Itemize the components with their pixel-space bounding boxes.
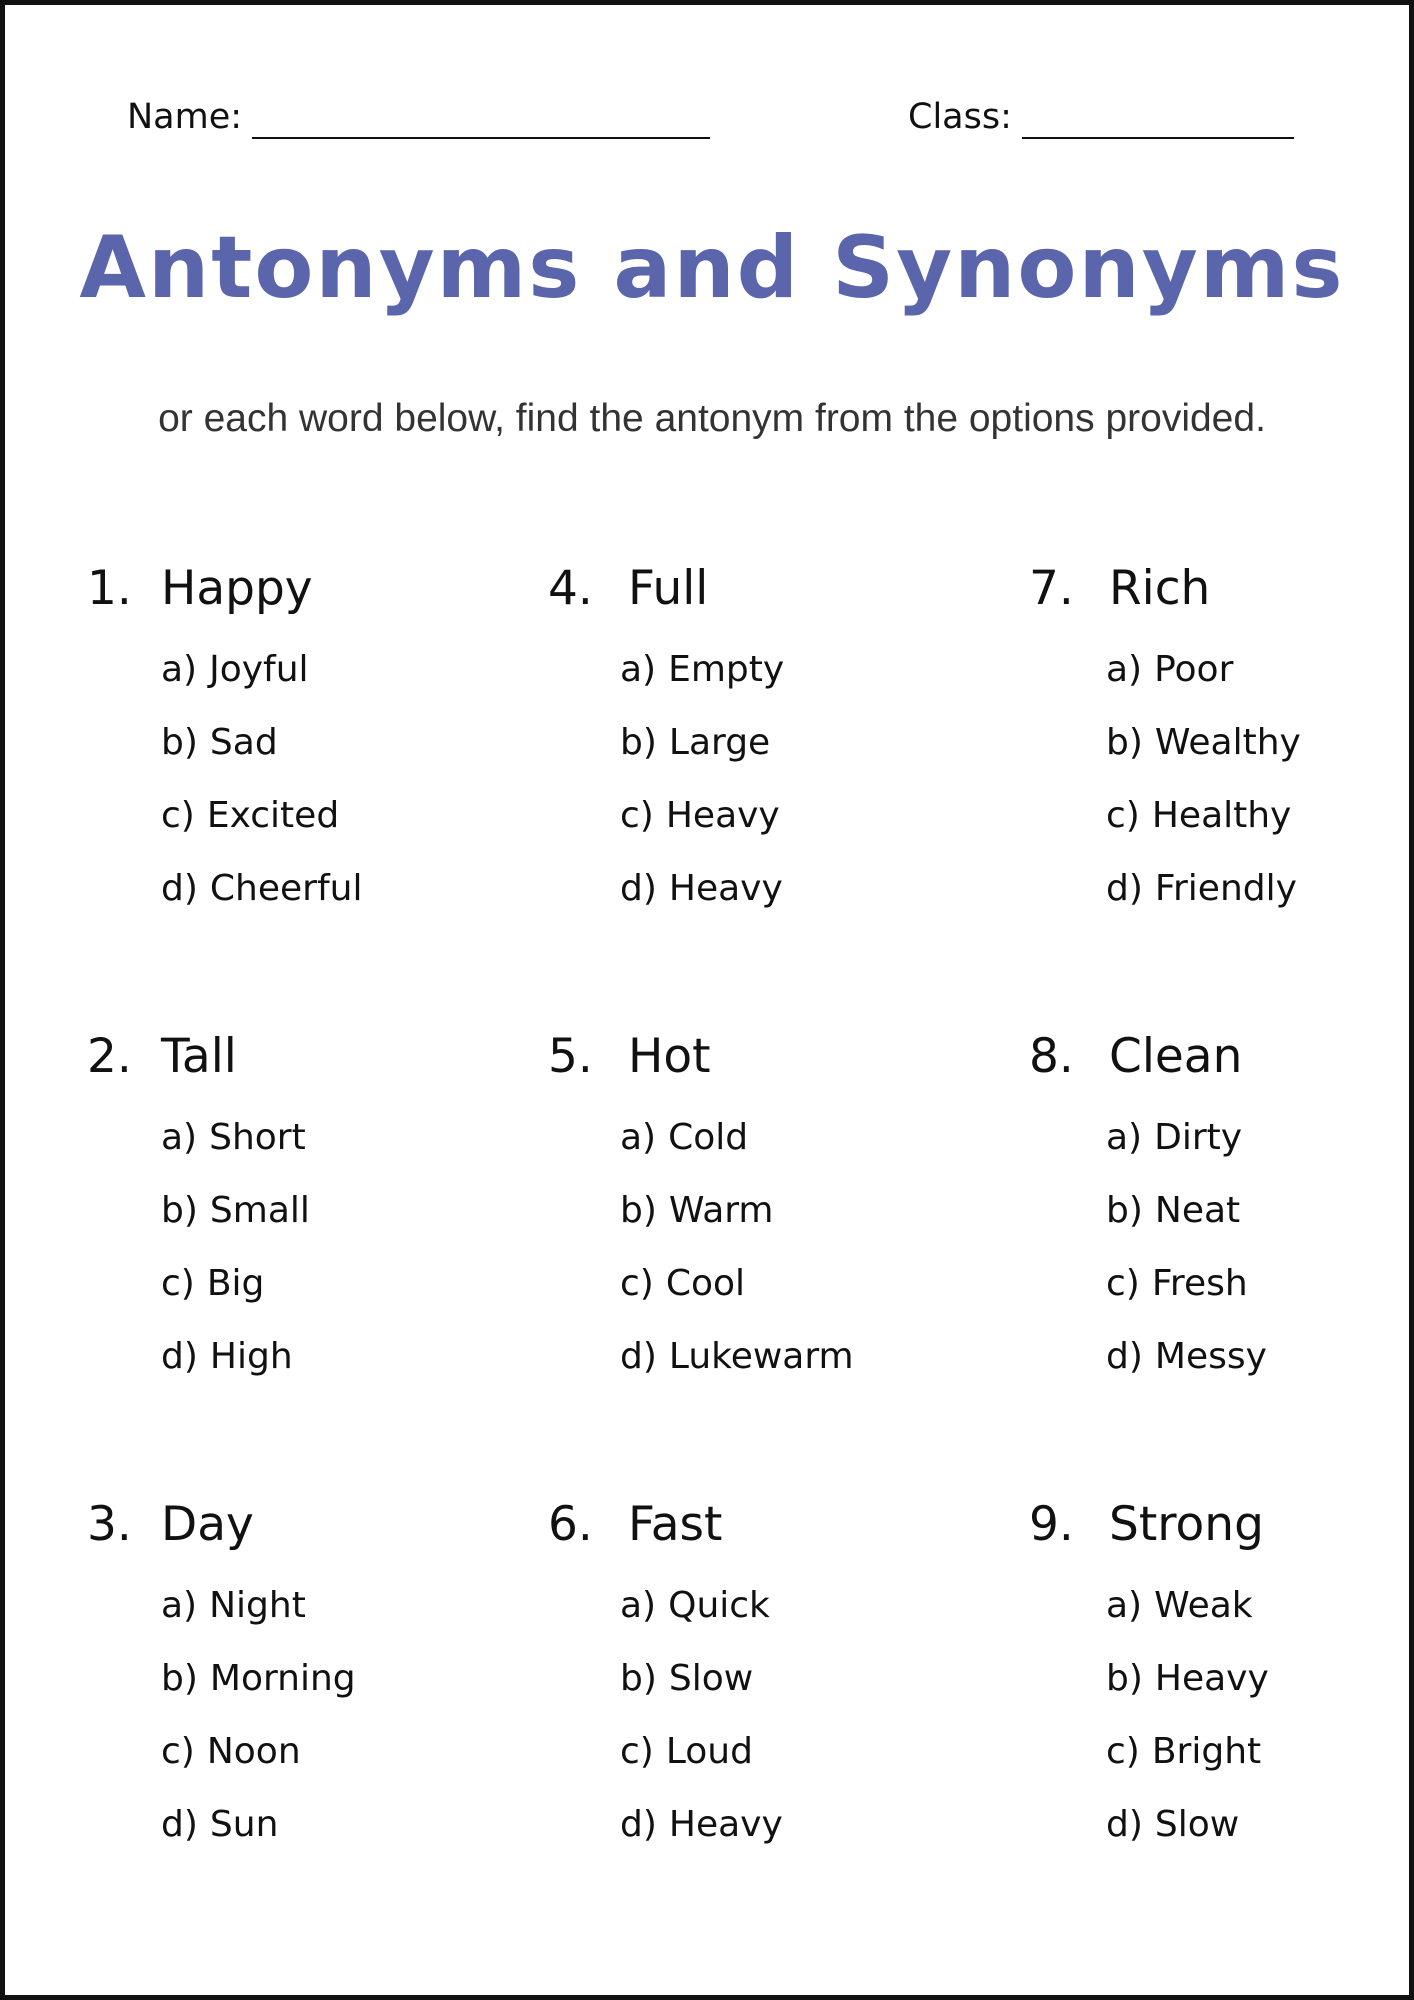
option-letter: b) bbox=[1106, 1658, 1143, 1699]
option-list bbox=[548, 1569, 948, 1861]
option-item[interactable] bbox=[1106, 779, 1414, 852]
question-word: Strong bbox=[1109, 1497, 1264, 1552]
option-text: Cool bbox=[665, 1263, 746, 1304]
question-heading bbox=[548, 1493, 948, 1557]
option-text: Healthy bbox=[1151, 795, 1292, 836]
option-item[interactable] bbox=[1106, 1569, 1414, 1642]
option-text: Loud bbox=[665, 1731, 753, 1772]
question-1 bbox=[87, 557, 487, 925]
question-2 bbox=[87, 1025, 487, 1393]
option-letter: b) bbox=[161, 1658, 198, 1699]
option-letter: b) bbox=[620, 722, 657, 763]
question-5 bbox=[548, 1025, 948, 1393]
question-heading bbox=[1029, 557, 1414, 621]
option-list bbox=[1029, 1101, 1414, 1393]
option-text: Messy bbox=[1154, 1336, 1267, 1377]
question-number: 4. bbox=[548, 561, 593, 616]
question-word: Fast bbox=[628, 1497, 723, 1552]
option-item[interactable] bbox=[620, 633, 948, 706]
option-letter: a) bbox=[620, 649, 657, 690]
option-letter: d) bbox=[1106, 868, 1143, 909]
option-text: Sad bbox=[209, 722, 278, 763]
option-item[interactable] bbox=[620, 1101, 948, 1174]
option-list bbox=[548, 1101, 948, 1393]
option-item[interactable] bbox=[161, 779, 487, 852]
option-letter: c) bbox=[161, 1263, 195, 1304]
option-letter: d) bbox=[1106, 1804, 1143, 1845]
option-item[interactable] bbox=[620, 1569, 948, 1642]
option-letter: c) bbox=[161, 795, 195, 836]
option-list bbox=[1029, 1569, 1414, 1861]
option-item[interactable] bbox=[620, 1247, 948, 1320]
option-letter: b) bbox=[1106, 722, 1143, 763]
worksheet-title: Antonyms and Synonyms bbox=[79, 218, 1345, 318]
option-text: Short bbox=[209, 1117, 306, 1158]
name-label: Name: bbox=[127, 97, 243, 137]
option-item[interactable] bbox=[1106, 1320, 1414, 1393]
option-text: Joyful bbox=[209, 649, 309, 690]
option-text: Friendly bbox=[1154, 868, 1297, 909]
option-item[interactable] bbox=[1106, 1642, 1414, 1715]
question-heading bbox=[87, 1493, 487, 1557]
question-heading bbox=[548, 1025, 948, 1089]
option-letter: a) bbox=[161, 649, 198, 690]
option-letter: d) bbox=[620, 1336, 657, 1377]
option-text: Morning bbox=[209, 1658, 356, 1699]
name-input-line[interactable] bbox=[252, 101, 710, 139]
option-list bbox=[87, 1101, 487, 1393]
question-number: 2. bbox=[87, 1029, 132, 1084]
option-text: Wealthy bbox=[1154, 722, 1301, 763]
option-item[interactable] bbox=[161, 633, 487, 706]
option-item[interactable] bbox=[1106, 1101, 1414, 1174]
option-text: High bbox=[209, 1336, 293, 1377]
option-text: Slow bbox=[1154, 1804, 1240, 1845]
option-letter: d) bbox=[620, 868, 657, 909]
option-letter: a) bbox=[161, 1117, 198, 1158]
option-letter: b) bbox=[1106, 1190, 1143, 1231]
option-item[interactable] bbox=[161, 1642, 487, 1715]
option-letter: b) bbox=[620, 1658, 657, 1699]
option-item[interactable] bbox=[1106, 706, 1414, 779]
class-input-line[interactable] bbox=[1022, 101, 1294, 139]
option-letter: a) bbox=[620, 1117, 657, 1158]
option-letter: a) bbox=[161, 1585, 198, 1626]
option-item[interactable] bbox=[161, 1320, 487, 1393]
question-heading bbox=[1029, 1025, 1414, 1089]
question-9 bbox=[1029, 1493, 1414, 1861]
option-text: Cold bbox=[668, 1117, 749, 1158]
option-item[interactable] bbox=[161, 852, 487, 925]
question-number: 6. bbox=[548, 1497, 593, 1552]
question-word: Hot bbox=[628, 1029, 711, 1084]
option-text: Warm bbox=[668, 1190, 774, 1231]
name-field bbox=[127, 93, 710, 141]
option-item[interactable] bbox=[161, 706, 487, 779]
option-item[interactable] bbox=[620, 1788, 948, 1861]
question-number: 3. bbox=[87, 1497, 132, 1552]
question-heading bbox=[1029, 1493, 1414, 1557]
option-letter: a) bbox=[1106, 1585, 1143, 1626]
question-heading bbox=[87, 1025, 487, 1089]
option-text: Dirty bbox=[1154, 1117, 1243, 1158]
option-item[interactable] bbox=[1106, 1715, 1414, 1788]
option-letter: c) bbox=[620, 1263, 654, 1304]
option-text: Weak bbox=[1154, 1585, 1253, 1626]
question-word: Clean bbox=[1109, 1029, 1243, 1084]
class-label: Class: bbox=[908, 97, 1012, 137]
instructions-text: or each word below, find the antonym from the options provided. bbox=[158, 397, 1266, 440]
option-item[interactable] bbox=[620, 779, 948, 852]
question-word: Tall bbox=[161, 1029, 237, 1084]
option-text: Lukewarm bbox=[668, 1336, 854, 1377]
option-text: Poor bbox=[1154, 649, 1234, 690]
option-letter: d) bbox=[161, 1804, 198, 1845]
option-item[interactable] bbox=[1106, 1788, 1414, 1861]
option-list bbox=[87, 1569, 487, 1861]
question-word: Happy bbox=[161, 561, 313, 616]
option-text: Large bbox=[668, 722, 771, 763]
option-item[interactable] bbox=[620, 706, 948, 779]
question-number: 5. bbox=[548, 1029, 593, 1084]
option-item[interactable] bbox=[620, 1174, 948, 1247]
option-item[interactable] bbox=[161, 1569, 487, 1642]
question-heading bbox=[548, 557, 948, 621]
option-item[interactable] bbox=[161, 1715, 487, 1788]
option-item[interactable] bbox=[620, 1715, 948, 1788]
question-6 bbox=[548, 1493, 948, 1861]
option-letter: c) bbox=[1106, 795, 1140, 836]
option-text: Night bbox=[209, 1585, 306, 1626]
option-text: Excited bbox=[206, 795, 340, 836]
option-text: Slow bbox=[668, 1658, 754, 1699]
question-word: Rich bbox=[1109, 561, 1211, 616]
option-letter: c) bbox=[620, 795, 654, 836]
option-text: Quick bbox=[668, 1585, 770, 1626]
option-text: Heavy bbox=[668, 1804, 783, 1845]
class-field bbox=[908, 93, 1294, 141]
option-item[interactable] bbox=[161, 1174, 487, 1247]
option-letter: b) bbox=[620, 1190, 657, 1231]
option-letter: c) bbox=[161, 1731, 195, 1772]
question-number: 9. bbox=[1029, 1497, 1074, 1552]
option-letter: a) bbox=[1106, 649, 1143, 690]
option-item[interactable] bbox=[161, 1101, 487, 1174]
option-text: Neat bbox=[1154, 1190, 1241, 1231]
option-text: Fresh bbox=[1151, 1263, 1248, 1304]
option-letter: a) bbox=[620, 1585, 657, 1626]
option-text: Small bbox=[209, 1190, 310, 1231]
question-4 bbox=[548, 557, 948, 925]
option-list bbox=[87, 633, 487, 925]
question-number: 1. bbox=[87, 561, 132, 616]
option-text: Heavy bbox=[665, 795, 780, 836]
option-item[interactable] bbox=[1106, 633, 1414, 706]
option-letter: d) bbox=[161, 1336, 198, 1377]
option-letter: b) bbox=[161, 1190, 198, 1231]
option-text: Bright bbox=[1151, 1731, 1262, 1772]
option-item[interactable] bbox=[161, 1247, 487, 1320]
option-letter: a) bbox=[1106, 1117, 1143, 1158]
question-number: 7. bbox=[1029, 561, 1074, 616]
option-item[interactable] bbox=[161, 1788, 487, 1861]
option-item[interactable] bbox=[620, 1642, 948, 1715]
option-text: Noon bbox=[206, 1731, 301, 1772]
option-item[interactable] bbox=[1106, 852, 1414, 925]
option-item[interactable] bbox=[620, 852, 948, 925]
question-8 bbox=[1029, 1025, 1414, 1393]
option-letter: c) bbox=[1106, 1731, 1140, 1772]
question-7 bbox=[1029, 557, 1414, 925]
option-text: Heavy bbox=[1154, 1658, 1269, 1699]
option-text: Big bbox=[206, 1263, 265, 1304]
option-letter: b) bbox=[161, 722, 198, 763]
option-text: Cheerful bbox=[209, 868, 363, 909]
option-letter: d) bbox=[620, 1804, 657, 1845]
question-heading bbox=[87, 557, 487, 621]
question-word: Day bbox=[161, 1497, 254, 1552]
option-letter: d) bbox=[1106, 1336, 1143, 1377]
option-letter: d) bbox=[161, 868, 198, 909]
question-word: Full bbox=[628, 561, 709, 616]
option-item[interactable] bbox=[1106, 1247, 1414, 1320]
option-list bbox=[1029, 633, 1414, 925]
question-number: 8. bbox=[1029, 1029, 1074, 1084]
option-letter: c) bbox=[620, 1731, 654, 1772]
option-text: Heavy bbox=[668, 868, 783, 909]
question-3 bbox=[87, 1493, 487, 1861]
option-item[interactable] bbox=[620, 1320, 948, 1393]
option-text: Empty bbox=[668, 649, 785, 690]
option-letter: c) bbox=[1106, 1263, 1140, 1304]
option-item[interactable] bbox=[1106, 1174, 1414, 1247]
option-text: Sun bbox=[209, 1804, 279, 1845]
option-list bbox=[548, 633, 948, 925]
